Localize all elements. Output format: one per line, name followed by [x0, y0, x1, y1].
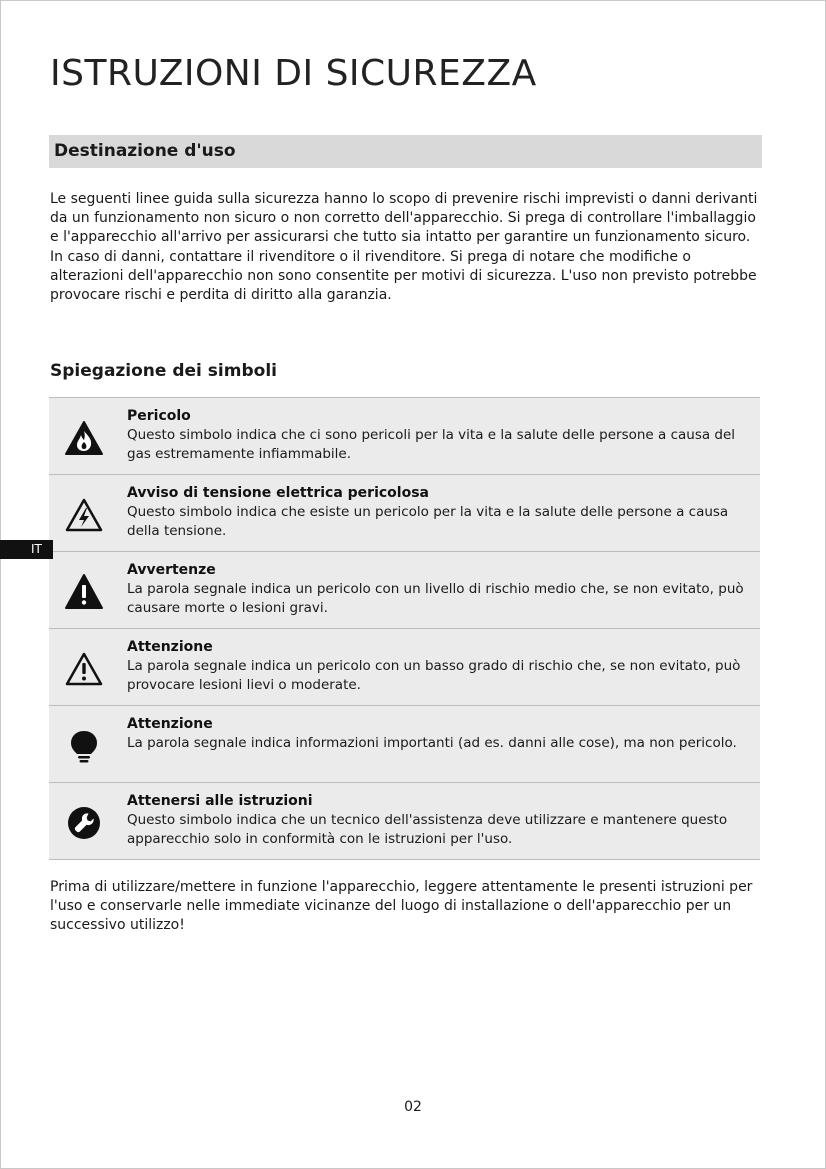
- symbol-description: La parola segnale indica informazioni importanti (ad es. danni alle cose), ma non pericolo.: [127, 735, 737, 751]
- intended-use-text: Le seguenti linee guida sulla sicurezza hanno lo scopo di prevenire rischi imprevisti o danni derivanti da un funzionamento non sicuro o non corretto dell'apparecchio. Si prega di controllare l'imballaggio e l'apparecchio all'arrivo per assicurarsi che tutto sia intatto per garantire un funzionamento sicuro. In caso di danni, contattare il rivenditore o il rivenditore. Si prega di notare che modifiche o alterazioni dell'apparecchio non sono consentite per motivi di sicurezza. L'uso non previsto potrebbe provocare rischi e perdita di diritto alla garanzia.: [50, 191, 758, 304]
- symbol-title: Avviso di tensione elettrica pericolosa: [127, 485, 429, 501]
- symbol-description: La parola segnale indica un pericolo con un basso grado di rischio che, se non evitato, può provocare lesioni lievi o moderate.: [127, 658, 741, 693]
- closing-text: Prima di utilizzare/mettere in funzione l'apparecchio, leggere attentamente le presenti istruzioni per l'uso e conservarle nelle immediate vicinanze del luogo di installazione o dell'apparecchio per un successivo utilizzo!: [50, 879, 753, 934]
- symbol-description: Questo simbolo indica che ci sono pericoli per la vita e la salute delle persone a causa del gas estremamente infiammabile.: [127, 427, 736, 462]
- symbol-row-notice: [49, 706, 760, 783]
- symbols-heading: Spiegazione dei simboli: [50, 361, 277, 381]
- symbol-title: Pericolo: [127, 408, 191, 424]
- symbol-description: Questo simbolo indica che esiste un pericolo per la vita e la salute delle persone a causa della tensione.: [127, 504, 729, 539]
- page-title: ISTRUZIONI DI SICUREZZA: [50, 53, 537, 94]
- symbol-row-danger: [49, 398, 760, 475]
- language-tab-label: IT: [31, 542, 42, 556]
- exclamation-warning-outline-icon: [64, 649, 104, 689]
- flame-warning-icon: [64, 418, 104, 458]
- lightbulb-icon: [64, 726, 104, 766]
- symbol-row-electric: [49, 475, 760, 552]
- electric-warning-icon: [64, 495, 104, 535]
- symbol-title: Attenersi alle istruzioni: [127, 793, 313, 809]
- symbol-title: Attenzione: [127, 639, 213, 655]
- page-number: 02: [404, 1099, 422, 1115]
- symbol-description: Questo simbolo indica che un tecnico dell'assistenza deve utilizzare e mantenere questo apparecchio solo in conformità con le istruzioni per l'uso.: [127, 812, 728, 847]
- symbol-description: La parola segnale indica un pericolo con un livello di rischio medio che, se non evitato, può causare morte o lesioni gravi.: [127, 581, 744, 616]
- symbol-title: Avvertenze: [127, 562, 216, 578]
- exclamation-warning-filled-icon: [64, 572, 104, 612]
- language-tab: [0, 540, 53, 559]
- symbol-row-caution: [49, 629, 760, 706]
- symbols-table: [49, 397, 760, 860]
- intended-use-heading: Destinazione d'uso: [54, 141, 236, 161]
- intended-use-heading-bar: [49, 135, 762, 168]
- symbol-row-instructions: [49, 783, 760, 860]
- symbol-title: Attenzione: [127, 716, 213, 732]
- wrench-icon: [64, 803, 104, 843]
- symbol-row-warning: [49, 552, 760, 629]
